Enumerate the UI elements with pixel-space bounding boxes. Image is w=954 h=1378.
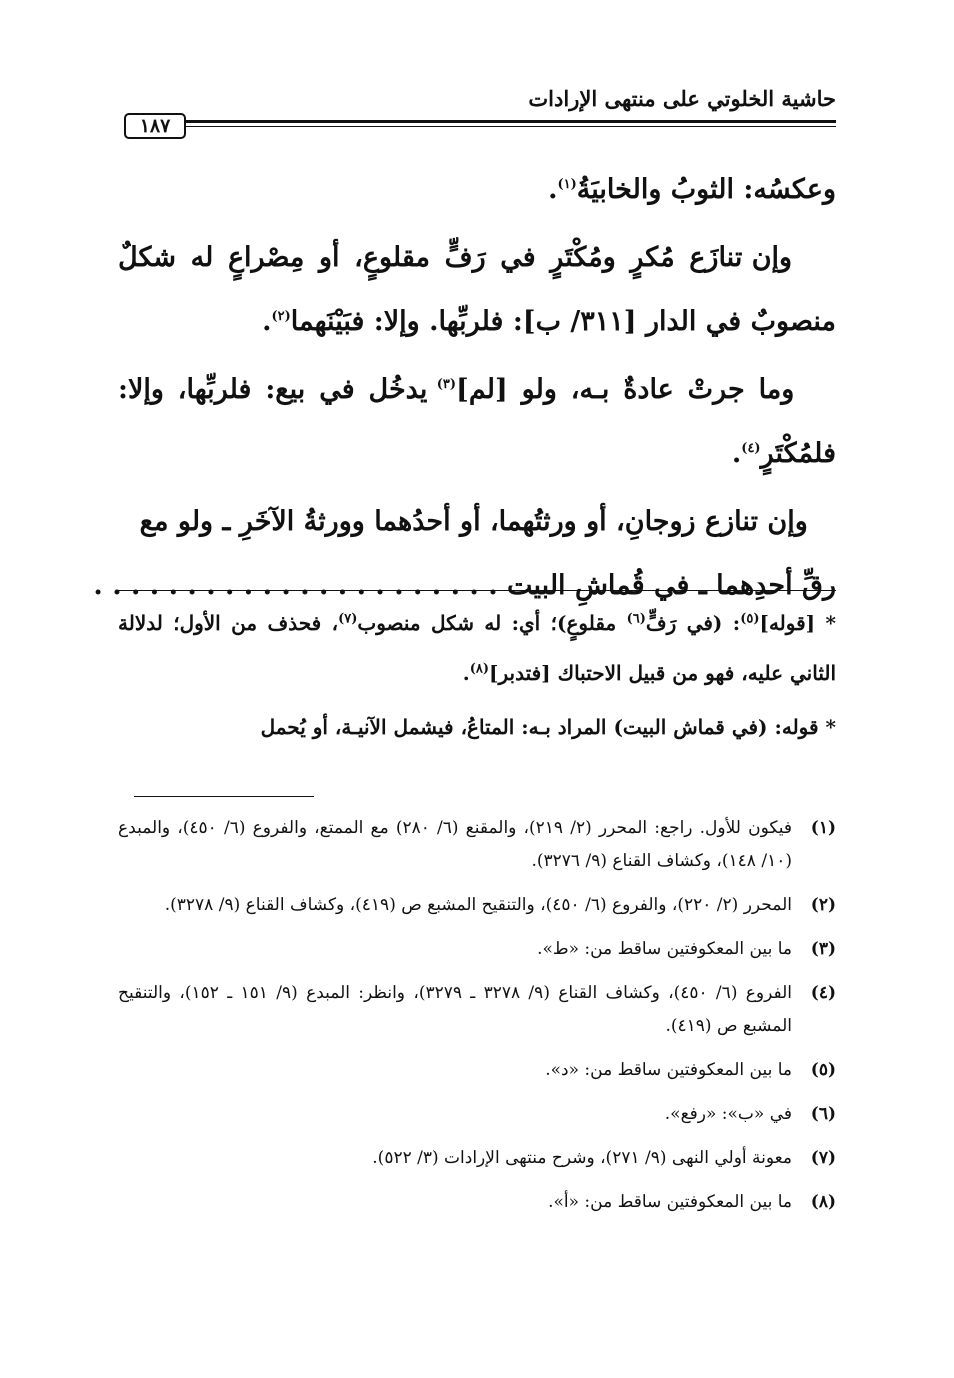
commentary-paragraph-1 [118, 598, 836, 698]
footnote-item [118, 977, 836, 1043]
main-paragraph-3-text-b: يدخُل في بيع: فلربِّها، وإلا: فلمُكْتَرٍ [118, 374, 836, 469]
main-paragraph-1 [118, 158, 836, 222]
footnote-text: في «ب»: «رفع». [664, 1104, 792, 1124]
footnote-text: معونة أولي النهى (٩/ ٢٧١)، وشرح منتهى الإرادات (٣/ ٥٢٢). [372, 1148, 792, 1168]
header-rule [174, 120, 836, 127]
main-paragraph-4-text-b: رقِّ أحدِهما ـ في قُماشِ البيت [507, 570, 836, 601]
continuation-dots: . . . . . . . . . . . . . . . . . . . . . . [93, 570, 508, 601]
footnote-rule [134, 796, 314, 797]
footnote-text: ما بين المعكوفتين ساقط من: «أ». [548, 1192, 792, 1212]
main-paragraph-2 [118, 226, 836, 354]
period: . [548, 174, 558, 205]
footnote-ref-2[interactable]: (٢) [271, 309, 291, 324]
footnote-number: (٤) [810, 983, 836, 1003]
footnote-text: المحرر (٢/ ٢٢٠)، والفروع (٦/ ٤٥٠)، والتنقيح المشبع ص (٤١٩)، وكشاف القناع (٩/ ٣٢٧٨). [164, 895, 792, 915]
footnote-item [118, 1054, 836, 1087]
main-paragraph-3-text-a: وما جرتْ عادةٌ بـه، ولو [لم] [456, 374, 795, 405]
main-paragraph-1-text: وعكسُه: الثوبُ والخابيَةُ [576, 174, 836, 205]
footnote-number: (٢) [810, 895, 836, 915]
main-paragraph-2-text: وإن تنازَع مُكرٍ ومُكْتَرٍ في رَفٍّ مقلوعٍ، أو مِصْراعٍ له شكلٌ منصوبٌ في الدار [٣١١/ ب]: فلربِّها. وإلا: فبَيْنَهما [118, 242, 836, 337]
page-number: ١٨٧ [124, 113, 186, 139]
footnote-ref-1[interactable]: (١) [557, 177, 577, 192]
running-title: حاشية الخلوتي على منتهى الإرادات [528, 86, 836, 111]
main-paragraph-4-line-1: وإن تنازع زوجانِ، أو ورثتُهما، أو أحدُهما وورثةُ الآخَرِ ـ ولو مع [139, 506, 808, 537]
period: . [462, 661, 470, 685]
footnote-text: ما بين المعكوفتين ساقط من: «د». [545, 1060, 792, 1080]
period: . [731, 438, 742, 469]
footnote-ref-6[interactable]: (٦) [626, 611, 646, 627]
footnote-number: (٧) [810, 1148, 836, 1168]
footnote-number: (٨) [810, 1192, 836, 1212]
main-rule [118, 590, 836, 591]
footnote-ref-4[interactable]: (٤) [741, 441, 761, 456]
footnote-item [118, 933, 836, 966]
commentary-1-text-a: * [قوله] [759, 611, 836, 635]
footnote-text: ما بين المعكوفتين ساقط من: «ط». [537, 939, 792, 959]
footnote-ref-3[interactable]: (٣) [436, 377, 457, 392]
commentary-1-text-d: ، فحذف من الأول؛ لدلالة الثاني عليه، فهو من قبيل الاحتباك [فتدبر] [118, 611, 836, 685]
period: . [262, 306, 272, 337]
footnote-number: (٣) [810, 939, 836, 959]
footnote-ref-5[interactable]: (٥) [740, 611, 760, 627]
footnote-ref-8[interactable]: (٨) [469, 661, 490, 677]
main-text [93, 158, 836, 622]
footnote-number: (٦) [810, 1104, 836, 1124]
footnote-item [118, 1098, 836, 1131]
footnote-item [118, 812, 836, 878]
main-paragraph-4-line-2 [93, 570, 836, 601]
footnote-ref-7[interactable]: (٧) [338, 611, 358, 627]
footnote-item [118, 889, 836, 922]
commentary-1-text-b: : (في رَفٍّ [645, 611, 741, 635]
commentary-1-text-c: مقلوعٍ)؛ أي: له شكل منصوب [357, 611, 627, 635]
commentary [118, 598, 836, 756]
footnote-number: (٥) [810, 1060, 836, 1080]
footnote-item [118, 1186, 836, 1219]
footnote-text: فيكون للأول. راجع: المحرر (٢/ ٢١٩)، والمقنع (٦/ ٢٨٠) مع الممتع، والفروع (٦/ ٤٥٠)، والمبدع (١٠/ ١٤٨)، وكشاف القناع (٩/ ٣٢٧٦). [118, 818, 792, 871]
main-paragraph-3 [118, 358, 836, 486]
footnote-item [118, 1142, 836, 1175]
footnotes [118, 812, 836, 1230]
footnote-number: (١) [810, 818, 836, 838]
commentary-paragraph-2: * قوله: (في قماش البيت) المراد بـه: المتاعُ، فيشمل الآنيـة، أو يُحمل [260, 715, 836, 739]
footnote-text: الفروع (٦/ ٤٥٠)، وكشاف القناع (٩/ ٣٢٧٨ ـ ٣٢٧٩)، وانظر: المبدع (٩/ ١٥١ ـ ١٥٢)، والتنقيح المشبع ص (٤١٩). [118, 983, 792, 1036]
